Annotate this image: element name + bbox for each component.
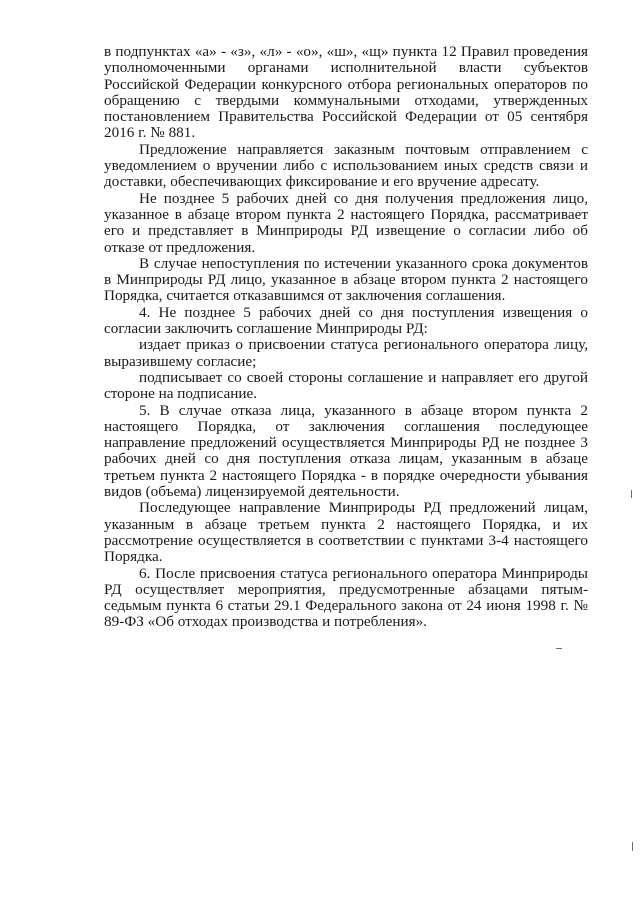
paragraph-response-deadline: Не позднее 5 рабочих дней со дня получения предложения лицо, указанное в абзаце втором пункта 2 настоящего Порядка, рассматривает его и представляет в Минприроды РД извещение о согласии либо об отказе от предложения. bbox=[104, 189, 588, 256]
scan-speck bbox=[556, 648, 562, 649]
paragraph-item-4-sign: подписывает со своей стороны соглашение и направляет его другой стороне на подписание. bbox=[104, 368, 588, 403]
paragraph-no-response: В случае непоступления по истечении указанного срока документов в Минприроды РД лицо, указанное в абзаце втором пункта 2 настоящего Порядка, считается отказавшимся от заключения соглашения. bbox=[104, 254, 588, 305]
paragraph-item-5-followup: Последующее направление Минприроды РД предложений лицам, указанным в абзаце третьем пункта 2 настоящего Порядка, и их рассмотрение осуществляется в соответствии с пунктами 3-4 настоящего Порядка. bbox=[104, 499, 588, 566]
scan-speck bbox=[631, 490, 632, 498]
paragraph-item-4: 4. Не позднее 5 рабочих дней со дня поступления извещения о согласии заключить соглашение Минприроды РД: bbox=[104, 303, 588, 338]
paragraph-item-6: 6. После присвоения статуса регионального оператора Минприроды РД осуществляет мероприятия, предусмотренные абзацами пятым-седьмым пункта 6 статьи 29.1 Федерального закона от 24 июня 1998 г. № 89-ФЗ «Об отходах производства и потребления». bbox=[104, 564, 588, 631]
paragraph-item-4-order: издает приказ о присвоении статуса регионального оператора лицу, выразившему согласие; bbox=[104, 336, 588, 370]
paragraph-delivery: Предложение направляется заказным почтовым отправлением с уведомлением о вручении либо с использованием иных средств связи и доставки, обеспечивающих фиксирование и его вручение адресату. bbox=[104, 140, 588, 191]
scan-speck bbox=[632, 842, 633, 851]
paragraph-continuation: в подпунктах «а» - «з», «л» - «о», «ш», «щ» пункта 12 Правил проведения уполномоченными органами исполнительной власти субъектов Российской Федерации конкурсного отбора региональных операторов по обращению с твердыми коммунальными отходами, утвержденных постановлением Правительства Российской Федерации от 05 сентября 2016 г. № 881. bbox=[104, 43, 588, 142]
document-body bbox=[104, 44, 588, 631]
paragraph-item-5: 5. В случае отказа лица, указанного в абзаце втором пункта 2 настоящего Порядка, от заключения соглашения последующее направление предложений осуществляется Минприроды РД не позднее 3 рабочих дней со дня поступления отказа лицам, указанным в абзаце третьем пункта 2 настоящего Порядка - в порядке очередности убывания видов (объема) лицензируемой деятельности. bbox=[104, 401, 588, 501]
